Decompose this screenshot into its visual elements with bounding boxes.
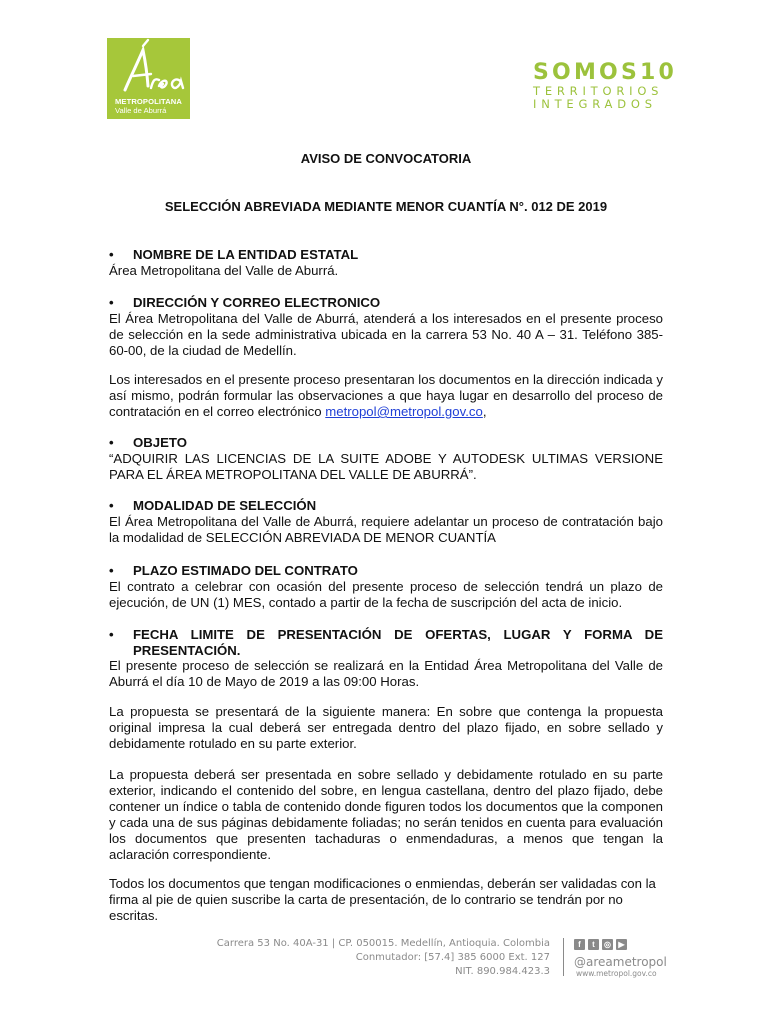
section-body-objeto: “ADQUIRIR LAS LICENCIAS DE LA SUITE ADOBE Y AUTODESK ULTIMAS VERSIONE PARA EL ÁREA METROPOLITANA DEL VALLE DE ABURRÁ”. — [109, 451, 663, 482]
social-icons — [574, 939, 627, 950]
section-body-fecha: El presente proceso de selección se realizará en la Entidad Área Metropolitana del Valle de Aburrá el día 10 de Mayo de 2019 a las 09:00 Horas. — [109, 658, 663, 689]
footer-phone: Conmutador: [57.4] 385 6000 Ext. 127 — [355, 952, 550, 963]
twitter-icon[interactable]: t — [588, 939, 599, 950]
section-body-direccion: El Área Metropolitana del Valle de Aburrá, atenderá a los interesados en el presente proceso de selección en la sede administrativa ubicada en la carrera 53 No. 40 A – 31. Teléfono 385-60-00, de la ciudad de Medellín. — [109, 311, 663, 358]
document-subtitle: SELECCIÓN ABREVIADA MEDIANTE MENOR CUANTÍA N°. 012 DE 2019 — [164, 199, 608, 214]
campaign-title: SOMOS10 — [533, 60, 678, 85]
section-body-fecha-3: La propuesta deberá ser presentada en sobre sellado y debidamente rotulado en su parte exterior, indicando el contenido del sobre, en lengua castellana, dentro del plazo fijado, debe contener un índice o tabla de contenido donde figuren todos los documentos que la componen y cada una de sus páginas debidamente foliadas; no serán tenidos en cuenta para evaluación los documentos que presenten tachaduras o enmendaduras, a menos que tengan la aclaración correspondiente. — [109, 767, 663, 862]
footer-website: www.metropol.gov.co — [576, 969, 657, 978]
footer-nit: NIT. 890.984.423.3 — [455, 966, 550, 977]
section-body-modalidad: El Área Metropolitana del Valle de Aburrá, requiere adelantar un proceso de contratación bajo la modalidad de SELECCIÓN ABREVIADA DE MENOR CUANTÍA — [109, 514, 663, 545]
logo-text-line1: METROPOLITANA — [115, 97, 182, 106]
footer-address: Carrera 53 No. 40A-31 | CP. 050015. Medellín, Antioquia. Colombia — [216, 938, 550, 949]
youtube-icon[interactable]: ▶ — [616, 939, 627, 950]
section-body-plazo: El contrato a celebrar con ocasión del presente proceso de selección tendrá un plazo de ejecución, de UN (1) MES, contado a partir de la fecha de suscripción del acta de inicio. — [109, 579, 663, 610]
logo-text-line2: Valle de Aburrá — [115, 106, 167, 115]
bullet-icon: • — [109, 295, 114, 310]
bullet-icon: • — [109, 435, 114, 450]
bullet-icon: • — [109, 627, 114, 642]
campaign-line3: INTEGRADOS — [533, 97, 657, 111]
bullet-icon: • — [109, 498, 114, 513]
bullet-icon: • — [109, 563, 114, 578]
section-heading-fecha: • FECHA LIMITE DE PRESENTACIÓN DE OFERTAS, LUGAR Y FORMA DE PRESENTACIÓN. — [109, 627, 663, 658]
bullet-icon: • — [109, 247, 114, 262]
area-metropolitana-logo — [107, 38, 190, 119]
facebook-icon[interactable]: f — [574, 939, 585, 950]
instagram-icon[interactable]: ◎ — [602, 939, 613, 950]
area-logo-script-icon — [107, 38, 190, 98]
section-body-direccion-2: Los interesados en el presente proceso presentaran los documentos en la dirección indicada y así mismo, podrán formular las observaciones a que haya lugar en desarrollo del proceso de contratación en el correo electrónico metropol@metropol.gov.co, — [109, 372, 663, 419]
document-title: AVISO DE CONVOCATORIA — [300, 151, 472, 166]
email-link[interactable]: metropol@metropol.gov.co — [325, 404, 483, 419]
section-body-fecha-4: Todos los documentos que tengan modificaciones o enmiendas, deberán ser validadas con la firma al pie de quien suscribe la carta de presentación, de lo contrario se tendrán por no escritas. — [109, 876, 656, 923]
social-handle: @areametropol — [574, 955, 667, 969]
section-body-fecha-2: La propuesta se presentará de la siguiente manera: En sobre que contenga la propuesta original impresa la cual deberá ser entregada dentro del plazo fijado, en sobre sellado y debidamente rotulado en su parte exterior. — [109, 704, 663, 751]
footer-divider — [563, 938, 564, 976]
section-body-entidad: Área Metropolitana del Valle de Aburrá. — [109, 263, 339, 278]
campaign-line2: TERRITORIOS — [533, 84, 664, 98]
